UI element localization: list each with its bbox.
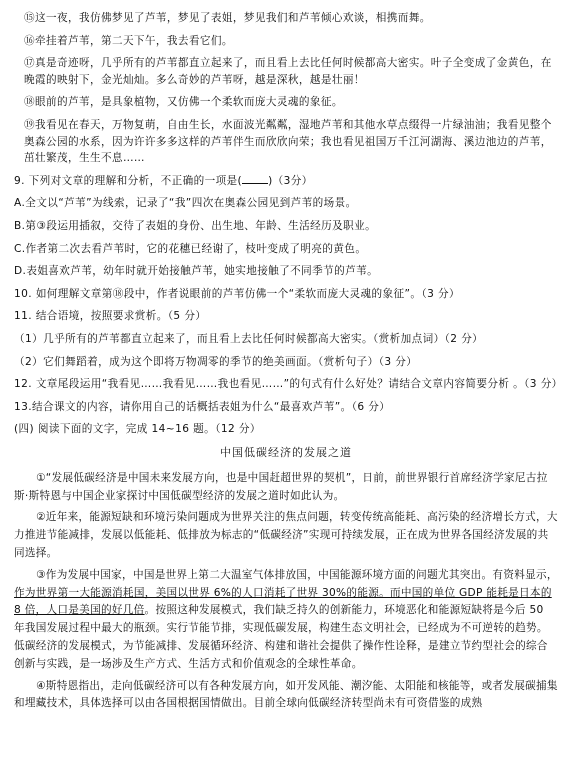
answer-blank[interactable] [242, 173, 268, 184]
question-9 [14, 173, 558, 190]
article-title: 中国低碳经济的发展之道 [220, 445, 352, 459]
question-11: 11. 结合语境，按照要求赏析。（5 分） [14, 310, 207, 323]
article-paragraph-1: ①“发展低碳经济是中国未来发展方向，也是中国赶超世界的契机”，日前，前世界银行首席经济学家尼古拉斯·斯特恩与中国企业家探讨中国低碳型经济的发展之道时如此认为。 [14, 471, 548, 502]
article-paragraph-4: ④斯特恩指出，走向低碳经济可以有各种发展方向，如开发风能、潮汐能、太阳能和核能等，或者发展碳捕集和埋藏技术，具体选择可以由各国根据国情做出。目前全球向低碳经济转型尚未有可资借鉴的成熟 [14, 679, 558, 710]
question-12: 12. 文章尾段运用“我看见……我看见……我也看见……”的句式有什么好处？请结合文章内容简要分析 。（3 分） [14, 378, 563, 391]
paragraph-19: ⑲我看见在春天，万物复萌，自由生长，水面波光粼粼，湿地芦苇和其他水草点缀得一片绿油油；我看见整个奥森公园的水系，因为许许多多这样的芦苇伴生而欣欣向荣；我也看见祖国万千江河湖海、溪边池边的芦苇，茁壮繁茂，生生不息…… [24, 118, 552, 165]
article-paragraph-3 [14, 567, 558, 674]
question-11-part-2: （2）它们舞蹈着，成为这个即将万物凋零的季节的绝美画面。（赏析句子）（3 分） [14, 355, 418, 368]
option-b: B.第③段运用插叙，交待了表姐的身份、出生地、年龄、生活经历及职业。 [14, 219, 377, 232]
paragraph-18: ⑱眼前的芦苇，是具象植物，又仿佛一个柔软而庞大灵魂的象征。 [24, 96, 343, 109]
paragraph-15: ⑮这一夜，我仿佛梦见了芦苇，梦见了表姐，梦见我们和芦苇倾心欢谈，相携而舞。 [24, 12, 431, 24]
section-4-heading: (四) 阅读下面的文字，完成 14~16 题。（12 分） [14, 423, 261, 436]
paragraph-17: ⑰真是奇迹呀，几乎所有的芦苇都直立起来了，而且看上去比任何时候都高大密实。叶子全变成了金黄色，在晚霞的映射下，金光灿灿。多么奇妙的芦苇呀，越是深秋，越是壮丽！ [24, 57, 552, 86]
paragraph-16: ⑯牵挂着芦苇，第二天下午，我去看它们。 [24, 34, 233, 47]
option-d: D.表姐喜欢芦苇，幼年时就开始接触芦苇，她实地接触了不同季节的芦苇。 [14, 265, 379, 278]
question-13: 13.结合课文的内容，请你用自己的话概括表姐为什么“最喜欢芦苇”。（6 分） [14, 400, 391, 413]
option-a: A.全文以“芦苇”为线索，记录了“我”四次在奥森公园见到芦苇的场景。 [14, 197, 357, 210]
option-c: C.作者第二次去看芦苇时，它的花穗已经谢了，枝叶变成了明亮的黄色。 [14, 242, 367, 255]
question-10: 10. 如何理解文章第⑱段中，作者说眼前的芦苇仿佛一个“柔软而庞大灵魂的象征”。（3 分） [14, 287, 460, 300]
question-9-tail: )（3分） [268, 174, 313, 187]
underlined-sentence: 作为世界第一大能源消耗国，美国以世界 6%的人口消耗了世界 30%的能源。而中国的单位 GDP 能耗是日本的 8 倍，人口是美国的好几倍 [14, 586, 552, 617]
article-paragraph-2: ②近年来，能源短缺和环境污染问题成为世界关注的焦点问题，转变传统高能耗、高污染的经济增长方式，大力推进节能减排，发展以低能耗、低排放为标志的“低碳经济”实现可持续发展，正在成为世界各国经济发展的共同选择。 [14, 511, 558, 560]
question-9-stem: 9. 下列对文章的理解和分析，不正确的一项是( [14, 174, 243, 187]
paragraph-3-rest: 。按照这种发展模式，我们缺乏持久的创新能力，环境恶化和能源短缺将是今后 50 年我国发展过程中最大的瓶颈。实行节能节排，实现低碳发展，构建生态文明社会，已经成为不可逆转的趋势。低碳经济的发展模式，为节能减排、发展循环经济、构建和谐社会提供了操作性诠释，是建立节约型社会的综合创新与实践，是一场涉及生产方式、生活方式和价值观念的全球性革命。 [14, 604, 548, 670]
question-11-part-1: （1）几乎所有的芦苇都直立起来了，而且看上去比任何时候都高大密实。（赏析加点词）（2 分） [14, 332, 484, 345]
paragraph-3-intro: ③作为发展中国家，中国是世界上第二大温室气体排放国，中国能源环境方面的问题尤其突出。有资料显示， [36, 568, 558, 581]
